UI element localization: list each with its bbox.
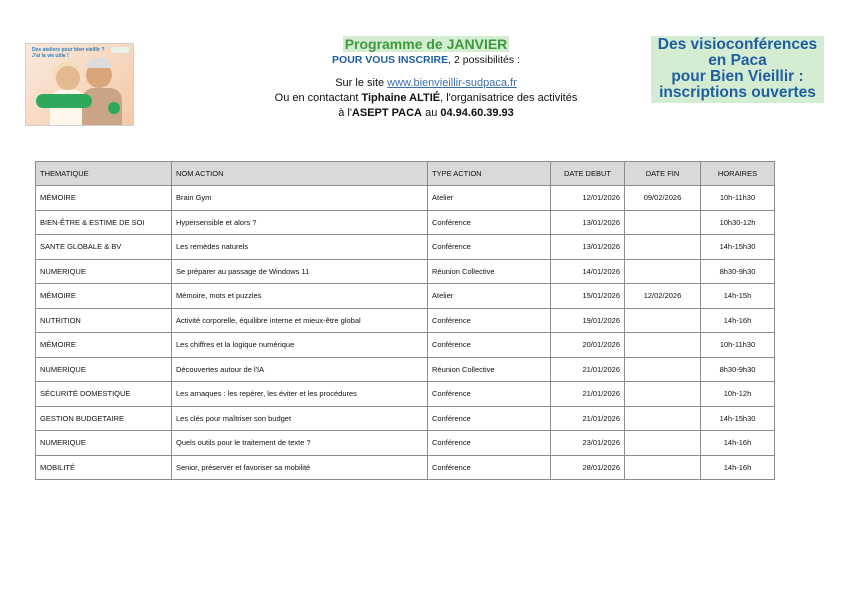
cell-type-action: Conférence — [428, 308, 551, 333]
cell-nom-action: Hypersensible et alors ? — [172, 210, 428, 235]
promo-image — [25, 43, 134, 126]
cell-thematique: GESTION BUDGETAIRE — [36, 406, 172, 431]
cell-date-fin — [625, 382, 701, 407]
cell-nom-action: Quels outils pour le traitement de texte ? — [172, 431, 428, 456]
cell-date-fin: 09/02/2026 — [625, 186, 701, 211]
cell-nom-action: Se préparer au passage de Windows 11 — [172, 259, 428, 284]
cell-date-fin — [625, 455, 701, 480]
cell-thematique: MÉMOIRE — [36, 333, 172, 358]
cell-nom-action: Activité corporelle, équilibre interne et mieux-être global — [172, 308, 428, 333]
contact-suffix: , l'organisatrice des activités — [440, 92, 578, 104]
contact-line — [250, 92, 602, 104]
cell-nom-action: Brain Gym — [172, 186, 428, 211]
cell-date-debut: 21/01/2026 — [551, 382, 625, 407]
org-prefix: à l' — [338, 107, 352, 119]
cell-date-debut: 20/01/2026 — [551, 333, 625, 358]
header-date-debut: DATE DEBUT — [551, 162, 625, 186]
contact-prefix: Ou en contactant — [274, 92, 362, 104]
cell-date-fin — [625, 406, 701, 431]
header-thematique: THEMATIQUE — [36, 162, 172, 186]
cell-date-fin: 12/02/2026 — [625, 284, 701, 309]
cell-date-debut: 19/01/2026 — [551, 308, 625, 333]
table-row — [36, 308, 775, 333]
cell-type-action: Conférence — [428, 235, 551, 260]
cell-type-action: Atelier — [428, 186, 551, 211]
cell-thematique: SANTE GLOBALE & BV — [36, 235, 172, 260]
cell-nom-action: Les chiffres et la logique numérique — [172, 333, 428, 358]
cell-horaires: 8h30-9h30 — [701, 259, 775, 284]
promo-person-woman-face — [56, 66, 80, 90]
header-date-fin: DATE FIN — [625, 162, 701, 186]
cell-thematique: NUMERIQUE — [36, 431, 172, 456]
cell-type-action: Conférence — [428, 333, 551, 358]
cell-horaires: 10h-11h30 — [701, 186, 775, 211]
table-row — [36, 455, 775, 480]
cell-thematique: MÉMOIRE — [36, 186, 172, 211]
cell-date-debut: 13/01/2026 — [551, 210, 625, 235]
table-row — [36, 431, 775, 456]
site-prefix: Sur le site — [335, 77, 388, 89]
cell-date-debut: 21/01/2026 — [551, 357, 625, 382]
table-header — [36, 162, 775, 186]
table-row — [36, 382, 775, 407]
cell-date-debut: 12/01/2026 — [551, 186, 625, 211]
cell-date-fin — [625, 333, 701, 358]
cell-nom-action: Découvertes autour de l'IA — [172, 357, 428, 382]
promo-logo — [111, 47, 129, 53]
visio-banner-line3: pour Bien Vieillir : — [671, 68, 804, 85]
promo-person-man-hair — [86, 58, 112, 68]
header-horaires: HORAIRES — [701, 162, 775, 186]
cell-date-fin — [625, 357, 701, 382]
cell-date-debut: 13/01/2026 — [551, 235, 625, 260]
cell-horaires: 14h-16h — [701, 431, 775, 456]
table-row — [36, 406, 775, 431]
cell-date-debut: 14/01/2026 — [551, 259, 625, 284]
cell-thematique: MOBILITÉ — [36, 455, 172, 480]
cell-date-debut: 21/01/2026 — [551, 406, 625, 431]
visio-banner-line2: en Paca — [708, 52, 767, 69]
cell-date-fin — [625, 431, 701, 456]
cell-date-fin — [625, 259, 701, 284]
cell-thematique: NUTRITION — [36, 308, 172, 333]
header-nom-action: NOM ACTION — [172, 162, 428, 186]
org-line — [250, 107, 602, 119]
cell-date-debut: 23/01/2026 — [551, 431, 625, 456]
site-link[interactable]: www.bienvieillir-sudpaca.fr — [387, 77, 517, 89]
cell-type-action: Conférence — [428, 455, 551, 480]
table-row — [36, 186, 775, 211]
cell-thematique: NUMERIQUE — [36, 259, 172, 284]
title-block — [250, 36, 602, 119]
table-row — [36, 259, 775, 284]
cell-date-fin — [625, 235, 701, 260]
schedule-table — [35, 161, 775, 480]
cell-horaires: 14h-16h — [701, 455, 775, 480]
visio-banner-line4: inscriptions ouvertes — [659, 84, 816, 101]
cell-date-debut: 15/01/2026 — [551, 284, 625, 309]
cell-thematique: MÉMOIRE — [36, 284, 172, 309]
cell-thematique: SÉCURITÉ DOMESTIQUE — [36, 382, 172, 407]
cell-horaires: 10h-11h30 — [701, 333, 775, 358]
cell-type-action: Conférence — [428, 431, 551, 456]
table-body — [36, 186, 775, 480]
cell-thematique: NUMERIQUE — [36, 357, 172, 382]
cell-type-action: Atelier — [428, 284, 551, 309]
cell-nom-action: Les arnaques : les repérer, les éviter et les procédures — [172, 382, 428, 407]
promo-chat-bubble — [36, 94, 92, 108]
cell-type-action: Conférence — [428, 406, 551, 431]
org-name: ASEPT PACA — [351, 107, 423, 119]
cell-thematique: BIEN-ÊTRE & ESTIME DE SOI — [36, 210, 172, 235]
cell-date-fin — [625, 210, 701, 235]
cell-type-action: Réunion Collective — [428, 357, 551, 382]
page-title: Programme de JANVIER — [344, 36, 508, 52]
cell-horaires: 14h-15h30 — [701, 235, 775, 260]
header-type-action: TYPE ACTION — [428, 162, 551, 186]
cell-horaires: 14h-15h — [701, 284, 775, 309]
org-phone: 04.94.60.39.93 — [440, 107, 514, 119]
table-row — [36, 284, 775, 309]
contact-name: Tiphaine ALTIÉ — [361, 92, 441, 104]
cell-nom-action: Mémoire, mots et puzzles — [172, 284, 428, 309]
table-row — [36, 333, 775, 358]
promo-text-line2: J'ai la vie utile ! — [32, 53, 69, 59]
subtitle — [250, 54, 602, 66]
cell-date-debut: 28/01/2026 — [551, 455, 625, 480]
promo-text-line1: Des ateliers pour bien vieillir ? — [32, 47, 105, 53]
table-row — [36, 357, 775, 382]
cell-date-fin — [625, 308, 701, 333]
cell-horaires: 10h30-12h — [701, 210, 775, 235]
cell-nom-action: Les remèdes naturels — [172, 235, 428, 260]
cell-horaires: 14h-15h30 — [701, 406, 775, 431]
org-middle: au — [422, 107, 441, 119]
table-row — [36, 210, 775, 235]
visio-banner-line1: Des visioconférences — [657, 36, 818, 53]
site-line — [250, 77, 602, 89]
subtitle-rest: , 2 possibilités : — [448, 54, 520, 66]
cell-nom-action: Senior, préserver et favoriser sa mobilité — [172, 455, 428, 480]
subtitle-bold: POUR VOUS INSCRIRE — [332, 54, 449, 66]
cell-horaires: 14h-16h — [701, 308, 775, 333]
cell-type-action: Conférence — [428, 210, 551, 235]
cell-type-action: Réunion Collective — [428, 259, 551, 284]
cell-type-action: Conférence — [428, 382, 551, 407]
cell-horaires: 8h30-9h30 — [701, 357, 775, 382]
cell-nom-action: Les clés pour maîtriser son budget — [172, 406, 428, 431]
promo-chat-bubble-small — [108, 102, 120, 114]
table-header-row — [36, 162, 775, 186]
table-row — [36, 235, 775, 260]
visio-banner — [651, 36, 824, 103]
cell-horaires: 10h-12h — [701, 382, 775, 407]
